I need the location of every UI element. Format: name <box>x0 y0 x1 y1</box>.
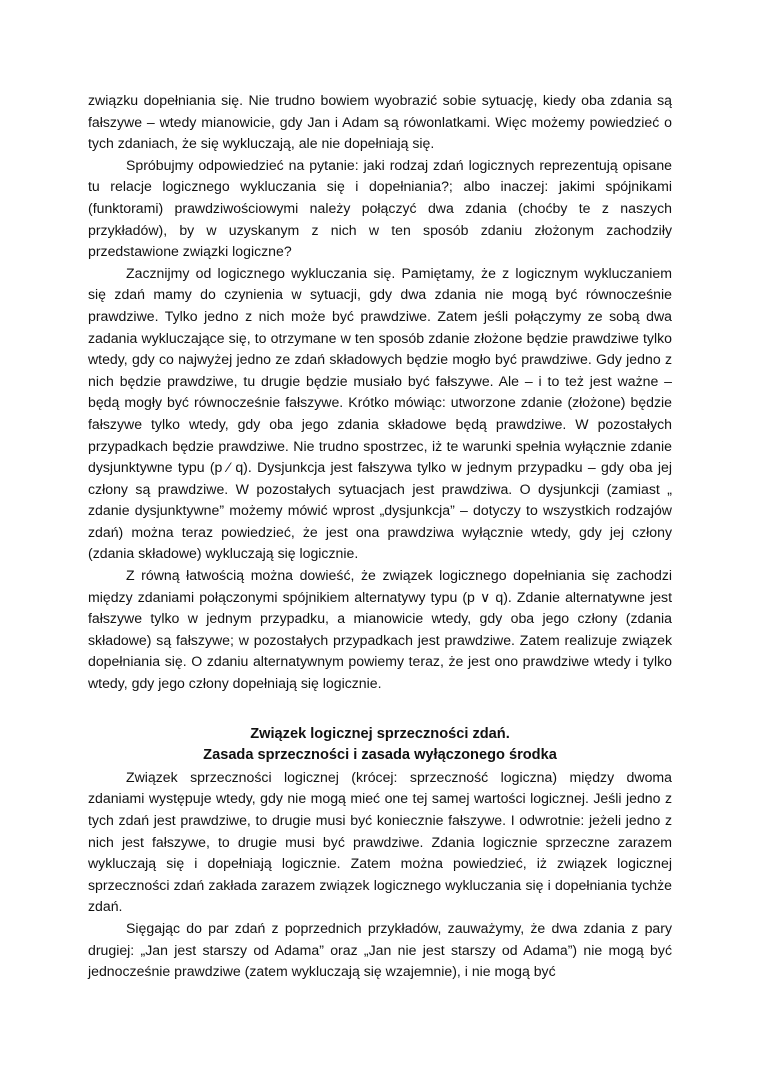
paragraph-examples: Sięgając do par zdań z poprzednich przykładów, zauważymy, że dwa zdania z pary drugiej: „Jan jest starszy od Adama” oraz „Jan nie jest starszy od Adama”) nie mogą być jednocześnie prawdziwe (zatem wykluczają się wzajemnie), i nie mogą być <box>88 919 672 980</box>
section-heading-line-1: Związek logicznej sprzeczności zdań. <box>250 725 510 742</box>
paragraph-exclusion: Zacznijmy od logicznego wykluczania się. Pamiętamy, że z logicznym wykluczaniem się zdań mamy do czynienia w sytuacji, gdy dwa zdania nie mogą być równocześnie prawdziwe. Tylko jedno z nich może być prawdziwe. Zatem jeśli połączymy ze sobą dwa zadania wykluczające się, to otrzymane w ten sposób zdanie złożone będzie prawdziwe tylko wtedy, gdy co najwyżej jedno ze zdań składowych będzie mogło być prawdziwe. Gdy jedno z nich będzie prawdziwe, tu drugie będzie musiało być fałszywe. Ale – i to też jest ważne – będą mogły być równocześnie fałszywe. Krótko mówiąc: utworzone zdanie (złożone) będzie fałszywe tylko wtedy, gdy oba jego zdania składowe będą prawdziwe. W pozostałych przypadkach będzie prawdziwe. Nie trudno spostrzec, iż te warunki spełnia wyłącznie zdanie dysjunktywne typu (p ⁄ q). Dysjunkcja jest fałszywa tylko w jednym przypadku – gdy oba jej człony są prawdziwe. W pozostałych sytuacjach jest prawdziwa. O dysjunkcji (zamiast „ zdanie dysjunktywne” możemy mówić wprost „dysjunkcja” – dotyczy to wszystkich rodzajów zdań) można teraz powiedzieć, że jest ona prawdziwa wyłącznie wtedy, gdy jej człony (zdania składowe) wykluczają się logicznie. <box>88 264 672 562</box>
paragraph-question: Spróbujmy odpowiedzieć na pytanie: jaki rodzaj zdań logicznych reprezentują opisane tu relacje logicznego wykluczania się i dopełniania?; albo inaczej: jakimi spójnikami (funktorami) prawdziwościowymi należy połączyć dwa zdania (choćby te z naszych przykładów), by w uzyskanym z nich w ten sposób zdaniu złożonym zachodziły przedstawione związki logiczne? <box>88 156 672 260</box>
section-heading-line-2: Zasada sprzeczności i zasada wyłączonego środka <box>203 747 557 764</box>
document-page <box>88 90 672 983</box>
paragraph-contradiction: Związek sprzeczności logicznej (krócej: sprzeczność logiczna) między dwoma zdaniami występuje wtedy, gdy nie mogą mieć one tej samej wartości logicznej. Jeśli jedno z tych zdań jest prawdziwe, to drugie musi być koniecznie fałszywe. I odwrotnie: jeżeli jedno z nich jest fałszywe, to drugie musi być prawdziwe. Zdania logicznie sprzeczne zarazem wykluczają się i dopełniają logicznie. Zatem można powiedzieć, iż związek logicznej sprzeczności zdań zakłada zarazem związek logicznego wykluczania się i dopełniania tychże zdań. <box>88 768 672 915</box>
paragraph-complement: Z równą łatwością można dowieść, że związek logicznego dopełniania się zachodzi między zdaniami połączonymi spójnikiem alternatywy typu (p ∨ q). Zdanie alternatywne jest fałszywe tylko w jednym przypadku, a mianowicie wtedy, gdy oba jego człony (zdania składowe) są fałszywe; w pozostałych przypadkach jest prawdziwe. Zatem realizuje związek dopełniania się. O zdaniu alternatywnym powiemy teraz, że jest ono prawdziwe wtedy i tylko wtedy, gdy jego człony dopełniają się logicznie. <box>88 567 672 692</box>
paragraph-continuation: związku dopełniania się. Nie trudno bowiem wyobrazić sobie sytuację, kiedy oba zdania są fałszywe – wtedy mianowicie, gdy Jan i Adam są rówonlatkami. Więc możemy powiedzieć o tych zdaniach, że się wykluczają, ale nie dopełniają się. <box>88 92 672 152</box>
